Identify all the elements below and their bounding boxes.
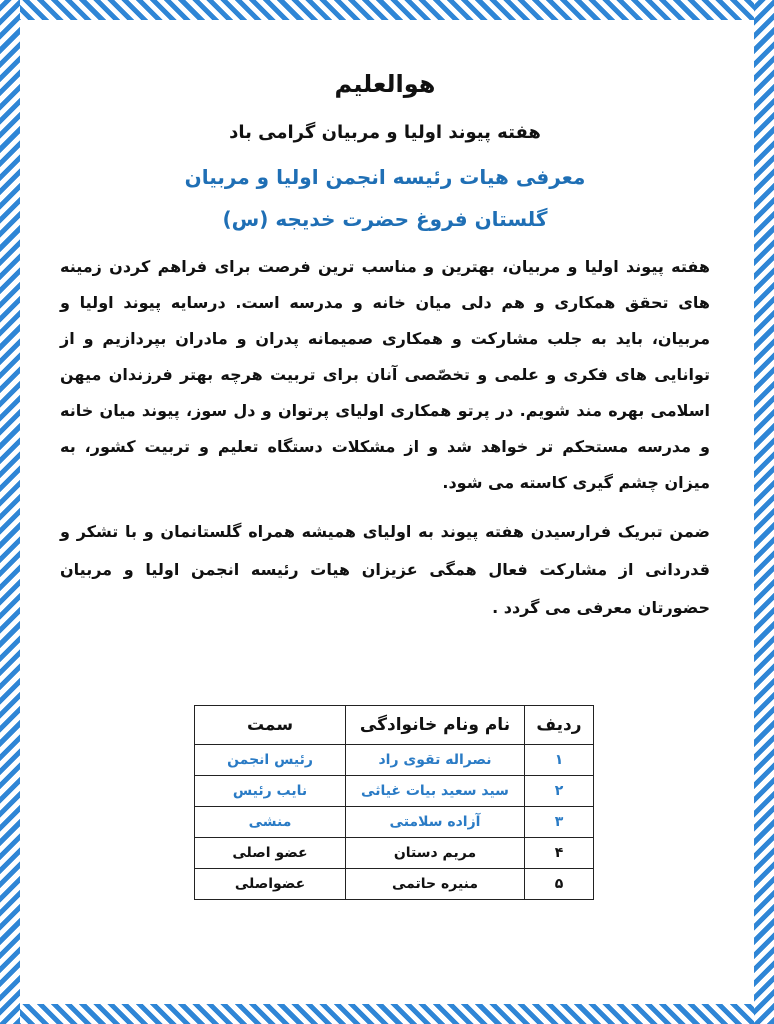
cell-row-number: ۵ [525, 869, 594, 900]
cell-full-name: منیره حاتمی [346, 869, 525, 900]
cell-full-name: آزاده سلامتی [346, 807, 525, 838]
announcement-heading: معرفی هیات رئیسه انجمن اولیا و مربیان [184, 165, 586, 189]
page-title: هوالعلیم [334, 70, 436, 98]
cell-position: نایب رئیس [195, 776, 346, 807]
decorative-border-top [0, 0, 774, 20]
table-row [195, 807, 594, 838]
page-subtitle: هفته پیوند اولیا و مربیان گرامی باد [229, 122, 541, 143]
table-row [195, 838, 594, 869]
cell-position: عضو اصلی [195, 838, 346, 869]
header-row-number: ردیف [525, 706, 594, 745]
table-header-row [195, 706, 594, 745]
cell-row-number: ۱ [525, 745, 594, 776]
cell-row-number: ۲ [525, 776, 594, 807]
decorative-border-right [754, 0, 774, 1024]
cell-position: عضواصلی [195, 869, 346, 900]
decorative-border-bottom [0, 1004, 774, 1024]
school-name-heading: گلستان فروغ حضرت خدیجه (س) [222, 207, 548, 231]
table-row [195, 869, 594, 900]
cell-full-name: سید سعید بیات غیاثی [346, 776, 525, 807]
document-body [60, 70, 710, 627]
board-members-table [194, 705, 594, 900]
table-row [195, 776, 594, 807]
cell-position: منشی [195, 807, 346, 838]
cell-row-number: ۴ [525, 838, 594, 869]
board-members-table-wrapper [194, 705, 594, 900]
intro-paragraph: هفته پیوند اولیا و مربیان، بهترین و مناسب ترین فرصت برای فراهم کردن زمینه های تحقق همکاری و هم دلی میان خانه و مدرسه است. درسایه پیوند اولیا و مربیان، باید به جلب مشارکت و همکاری صمیمانه پدران و مادران بپردازیم و از توانایی های فکری و علمی و تخصّصی آنان برای تربیت هرچه بهتر فرزندان میهن اسلامی بهره مند شویم. در پرتو همکاری اولیای پرتوان و دل سوز، پیوند میان خانه و مدرسه مستحکم تر خواهد شد و از مشکلات دستگاه تعلیم و تربیت کشور، به میزان چشم گیری کاسته می شود. [60, 257, 710, 492]
decorative-border-left [0, 0, 20, 1024]
closing-paragraph: ضمن تبریک فرارسیدن هفته پیوند به اولیای همیشه همراه گلستانمان و با تشکر و قدردانی از مشارکت فعال همگی عزیزان هیات رئیسه انجمن اولیا و مربیان حضورتان معرفی می گردد . [60, 522, 710, 617]
cell-row-number: ۳ [525, 807, 594, 838]
cell-full-name: نصراله تقوی راد [346, 745, 525, 776]
header-position: سمت [195, 706, 346, 745]
table-row [195, 745, 594, 776]
cell-position: رئیس انجمن [195, 745, 346, 776]
header-full-name: نام ونام خانوادگی [346, 706, 525, 745]
cell-full-name: مریم دستان [346, 838, 525, 869]
